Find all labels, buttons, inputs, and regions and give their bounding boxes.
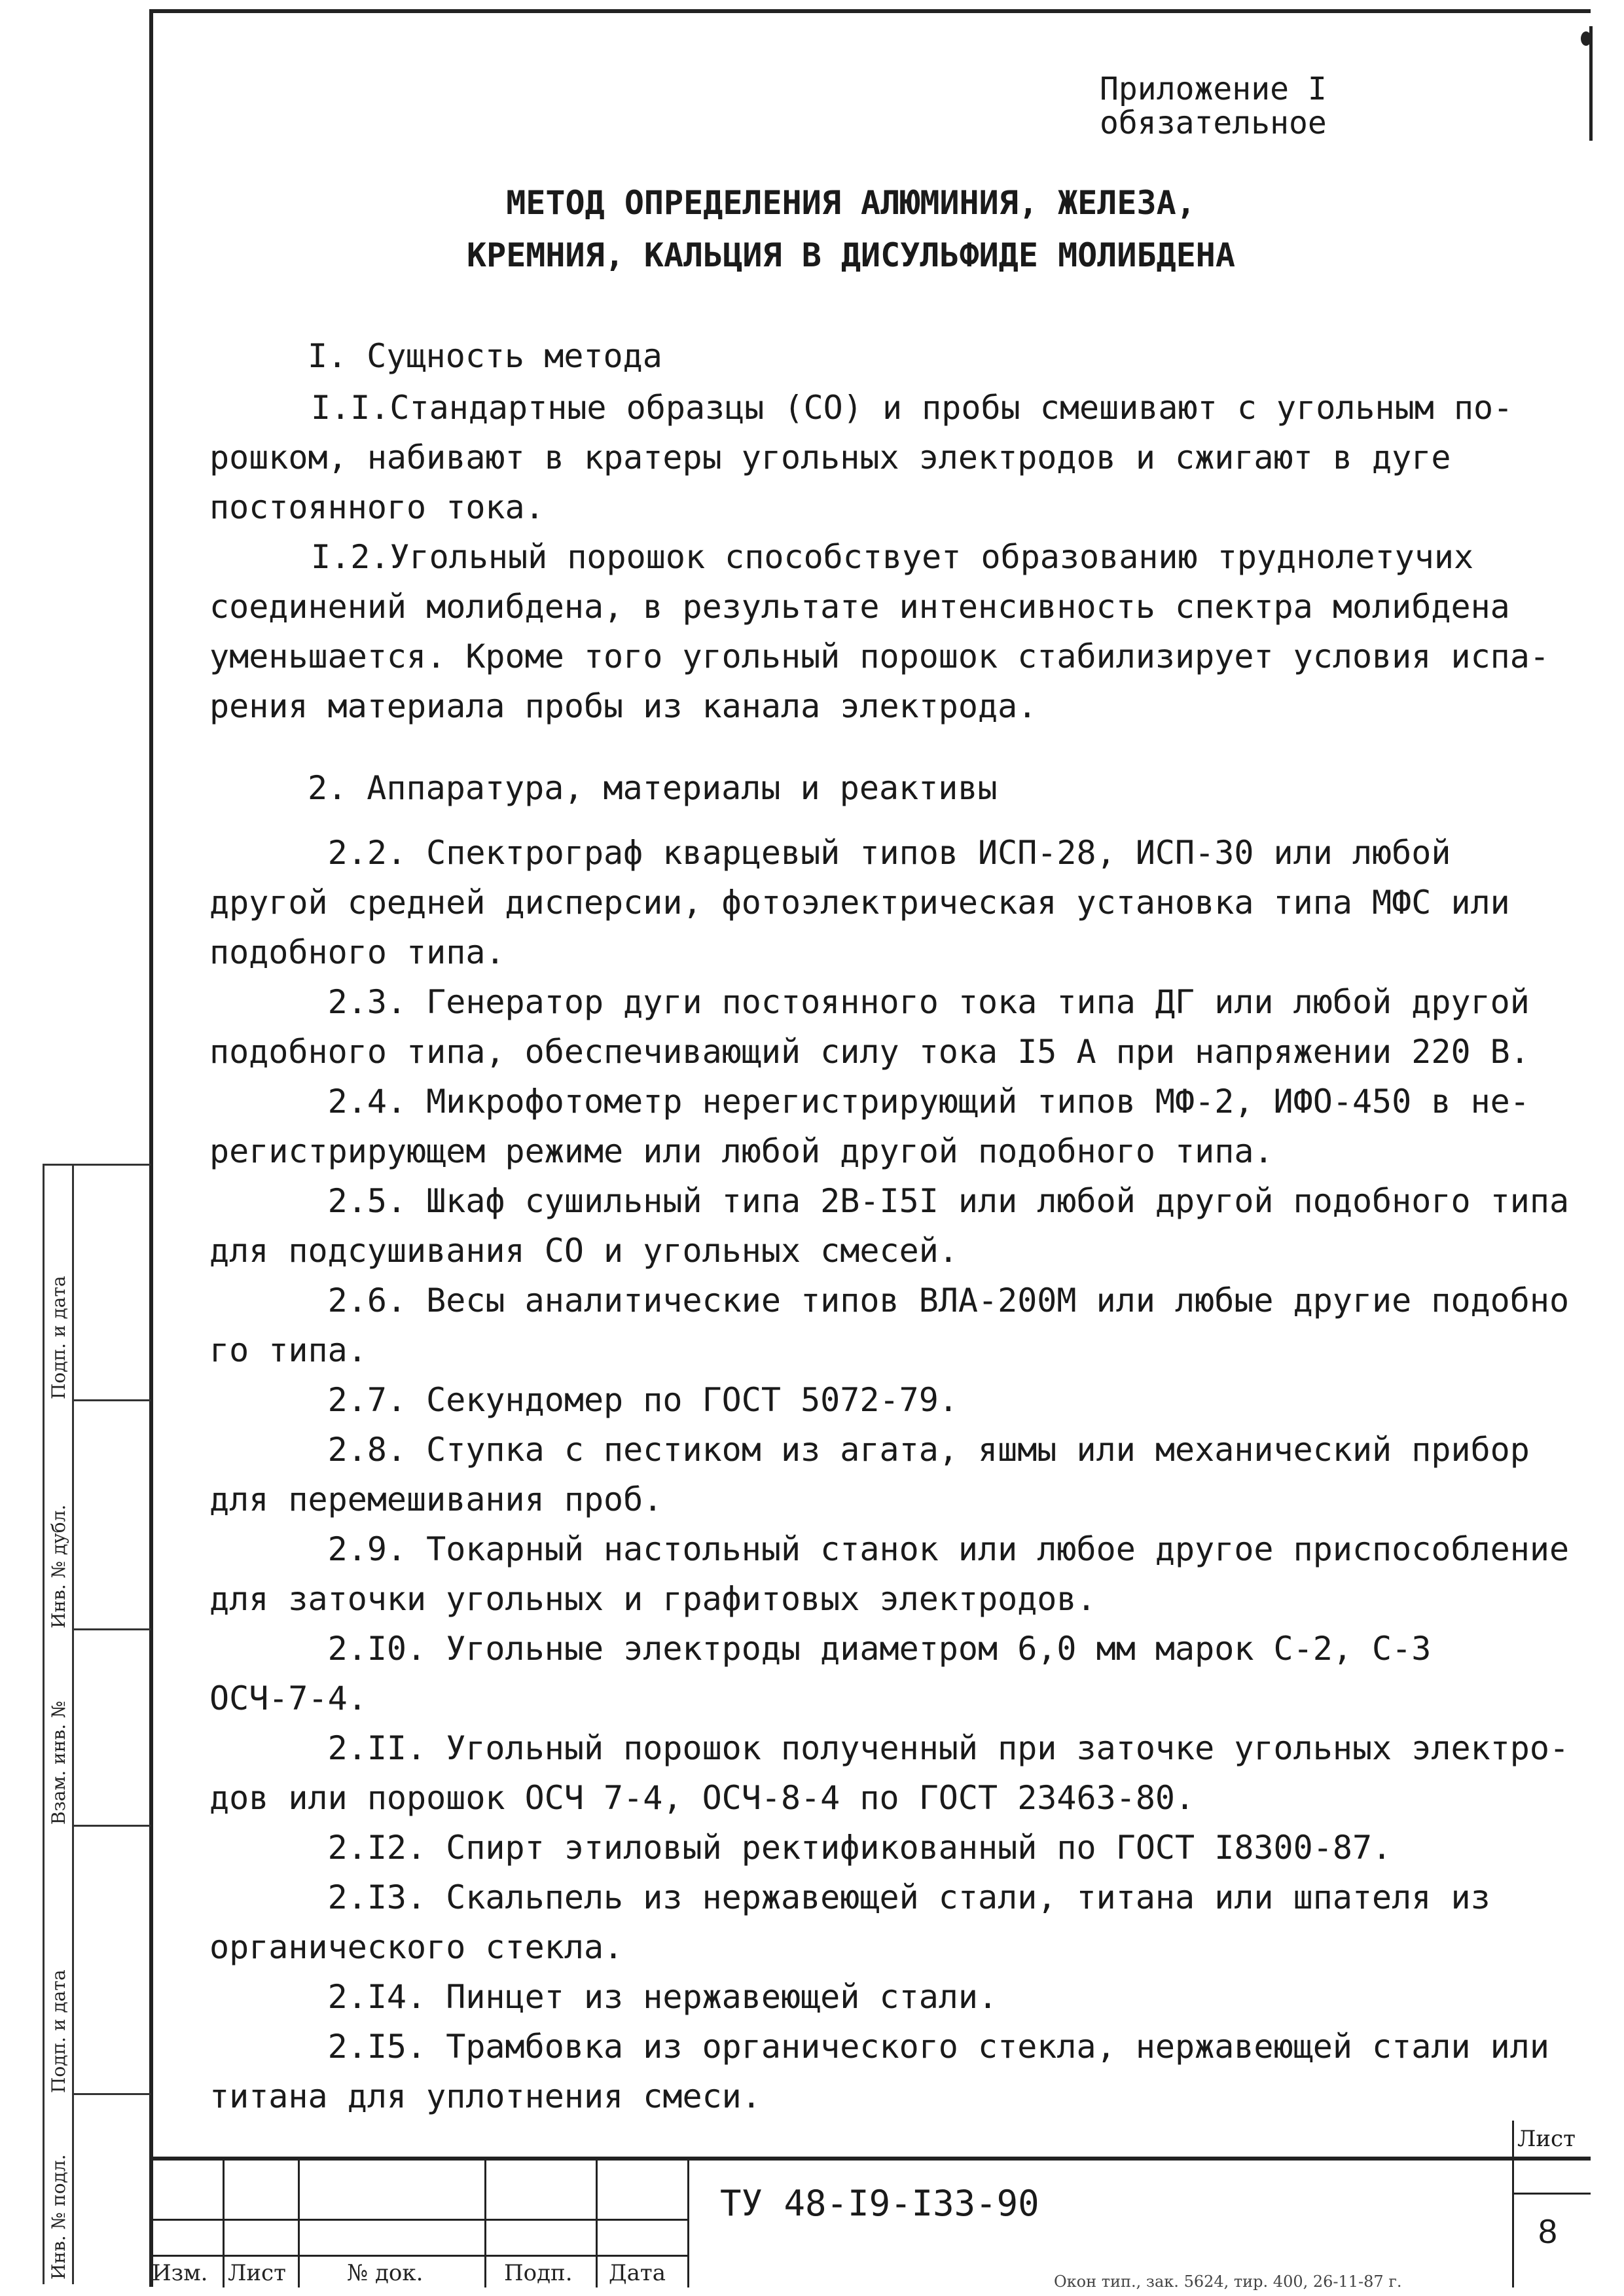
- paragraph-line: 2.I2. Спирт этиловый ректификованный по ГОСТ I8300-87.: [209, 1829, 1392, 1867]
- title-block-col-line: [687, 2157, 689, 2287]
- title-block-row-line: [1512, 2193, 1591, 2195]
- margin-divider: [72, 1399, 151, 1401]
- paragraph-line: 2.9. Токарный настольный станок или любое другое приспособление: [209, 1530, 1570, 1568]
- paragraph-line: дов или порошок ОСЧ 7-4, ОСЧ-8-4 по ГОСТ 23463-80.: [209, 1779, 1195, 1817]
- title-block-col-line: [596, 2157, 598, 2287]
- title-block-col-line: [223, 2157, 225, 2287]
- title-block-row-line: [151, 2255, 687, 2257]
- paragraph-line: регистрирующем режиме или любой другой подобного типа.: [209, 1132, 1274, 1170]
- title-block-col-line: [484, 2157, 486, 2287]
- paragraph-line: 2.5. Шкаф сушильный типа 2В-I5I или любой другой подобного типа: [209, 1182, 1570, 1220]
- appendix-number: Приложение I: [1100, 71, 1327, 107]
- title-block-top-border: [151, 2157, 1591, 2161]
- paragraph-line: постоянного тока.: [209, 488, 545, 526]
- section-2-heading: 2. Аппаратура, материалы и реактивы: [308, 769, 998, 807]
- page-frame-top: [151, 9, 1591, 13]
- paragraph-line: рения материала пробы из канала электрода.: [209, 687, 1038, 725]
- archive-margin-strip: [43, 1164, 151, 2284]
- binding-hole-mark: [1581, 31, 1591, 46]
- column-label-doc-no: № док.: [347, 2260, 424, 2286]
- margin-divider: [43, 1164, 45, 2284]
- paragraph-line: 2.7. Секундомер по ГОСТ 5072-79.: [209, 1381, 958, 1419]
- document-title-line-1: МЕТОД ОПРЕДЕЛЕНИЯ АЛЮМИНИЯ, ЖЕЛЕЗА,: [506, 184, 1196, 222]
- column-label-list: Лист: [228, 2260, 286, 2286]
- paragraph-line: для заточки угольных и графитовых электродов.: [209, 1580, 1096, 1618]
- appendix-label: [1100, 72, 1327, 140]
- margin-divider: [72, 1164, 74, 2284]
- paragraph-line: 2.3. Генератор дуги постоянного тока типа ДГ или любой другой: [209, 983, 1530, 1021]
- paragraph-line: 2.8. Ступка с пестиком из агата, яшмы или механический прибор: [209, 1431, 1530, 1469]
- column-label-date: Дата: [609, 2260, 666, 2286]
- margin-label-dup-no: Инв. № дубл.: [48, 1504, 69, 1628]
- paragraph-line: 2.I4. Пинцет из нержавеющей стали.: [209, 1978, 998, 2016]
- margin-divider: [43, 1164, 151, 1166]
- document-code: ТУ 48-I9-I33-90: [720, 2183, 1039, 2224]
- paragraph-line: I.2.Угольный порошок способствует образованию труднолетучих: [311, 538, 1474, 576]
- appendix-status: обязательное: [1100, 105, 1327, 141]
- margin-label-inv-no: Взам. инв. №: [48, 1700, 69, 1825]
- title-block-col-line: [298, 2157, 300, 2287]
- title-block-row-line: [151, 2219, 687, 2221]
- margin-divider: [72, 1825, 151, 1827]
- margin-label-sign-date-2: Подп. и дата: [48, 1969, 69, 2093]
- paragraph-line: I.I.Стандартные образцы (СО) и пробы смешивают с угольным по-: [311, 389, 1513, 427]
- paragraph-line: уменьшается. Кроме того угольный порошок стабилизирует условия испа-: [209, 637, 1549, 675]
- margin-label-sign-date: Подп. и дата: [48, 1276, 69, 1399]
- paragraph-line: для перемешивания проб.: [209, 1480, 663, 1518]
- paragraph-line: подобного типа, обеспечивающий силу тока I5 А при напряжении 220 В.: [209, 1033, 1530, 1071]
- column-label-signature: Подп.: [504, 2260, 573, 2286]
- margin-label-inv-orig: Инв. № подл.: [48, 2154, 69, 2280]
- paragraph-line: ОСЧ-7-4.: [209, 1679, 367, 1717]
- document-title-line-2: КРЕМНИЯ, КАЛЬЦИЯ В ДИСУЛЬФИДЕ МОЛИБДЕНА: [467, 236, 1235, 274]
- title-block-col-line: [1512, 2121, 1514, 2287]
- section-1-body: [209, 383, 1584, 731]
- column-label-izm: Изм.: [152, 2260, 208, 2286]
- paragraph-line: го типа.: [209, 1331, 367, 1369]
- paragraph-line: 2.II. Угольный порошок полученный при заточке угольных электро-: [209, 1729, 1570, 1767]
- paragraph-line: подобного типа.: [209, 933, 505, 971]
- printer-note: Окон тип., зак. 5624, тир. 400, 26-11-87 г.: [1054, 2272, 1402, 2291]
- sheet-label: Лист: [1517, 2126, 1576, 2152]
- margin-divider: [72, 2093, 151, 2095]
- paragraph-line: титана для уплотнения смеси.: [209, 2077, 761, 2115]
- paragraph-line: рошком, набивают в кратеры угольных электродов и сжигают в дуге: [209, 439, 1451, 476]
- paragraph-line: другой средней дисперсии, фотоэлектрическая установка типа МФС или: [209, 884, 1510, 922]
- section-2-body: [209, 828, 1584, 2121]
- paragraph-line: для подсушивания СО и угольных смесей.: [209, 1232, 958, 1270]
- section-1-heading: I. Сущность метода: [308, 337, 662, 375]
- paragraph-line: 2.I0. Угольные электроды диаметром 6,0 мм марок С-2, С-3: [209, 1630, 1432, 1668]
- paragraph-line: 2.2. Спектрограф кварцевый типов ИСП-28, ИСП-30 или любой: [209, 834, 1451, 872]
- paragraph-line: 2.I5. Трамбовка из органического стекла, нержавеющей стали или: [209, 2028, 1549, 2066]
- sheet-number: 8: [1538, 2213, 1557, 2251]
- paragraph-line: органического стекла.: [209, 1928, 624, 1966]
- margin-divider: [72, 1628, 151, 1630]
- paragraph-line: 2.6. Весы аналитические типов ВЛА-200М или любые другие подобно: [209, 1282, 1570, 1319]
- paragraph-line: 2.4. Микрофотометр нерегистрирующий типов МФ-2, ИФО-450 в не-: [209, 1083, 1530, 1121]
- paragraph-line: соединений молибдена, в результате интенсивность спектра молибдена: [209, 588, 1510, 626]
- paragraph-line: 2.I3. Скальпель из нержавеющей стали, титана или шпателя из: [209, 1878, 1490, 1916]
